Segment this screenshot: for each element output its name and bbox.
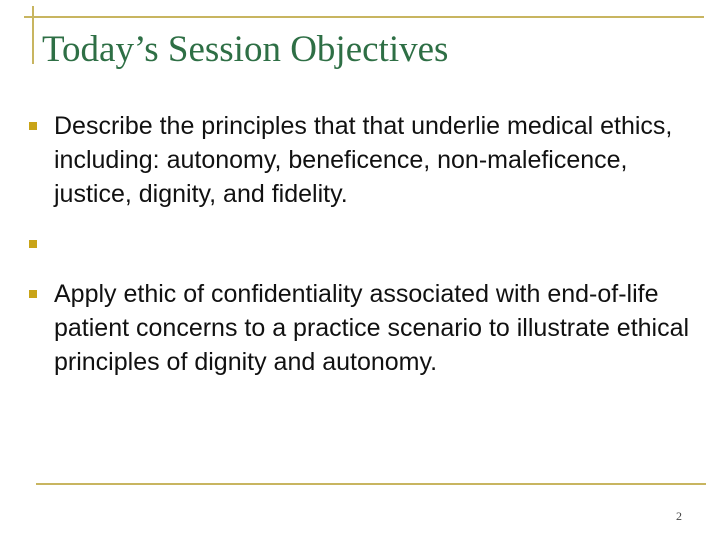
bullet-item-2: [26, 227, 696, 261]
bullet-item-1: [26, 109, 696, 211]
left-decorative-rule: [32, 6, 34, 64]
square-bullet-icon: [29, 122, 37, 130]
bullet-text-3: Apply ethic of confidentiality associated with end-of-life patient concerns to a practice scenario to illustrate ethical principles of dignity and autonomy.: [54, 280, 690, 376]
square-bullet-icon: [29, 290, 37, 298]
bullet-list: [26, 109, 696, 395]
square-bullet-icon: [29, 240, 37, 248]
bottom-decorative-rule: [36, 483, 706, 485]
top-decorative-rule: [24, 16, 704, 18]
page-number: 2: [676, 509, 682, 523]
bullet-text-1: Describe the principles that that underlie medical ethics, including: autonomy, beneficence, non-maleficence, justice, dignity, and fidelity.: [54, 112, 673, 208]
slide-title: Today’s Session Objectives: [42, 29, 449, 70]
bullet-item-3: [26, 277, 696, 379]
